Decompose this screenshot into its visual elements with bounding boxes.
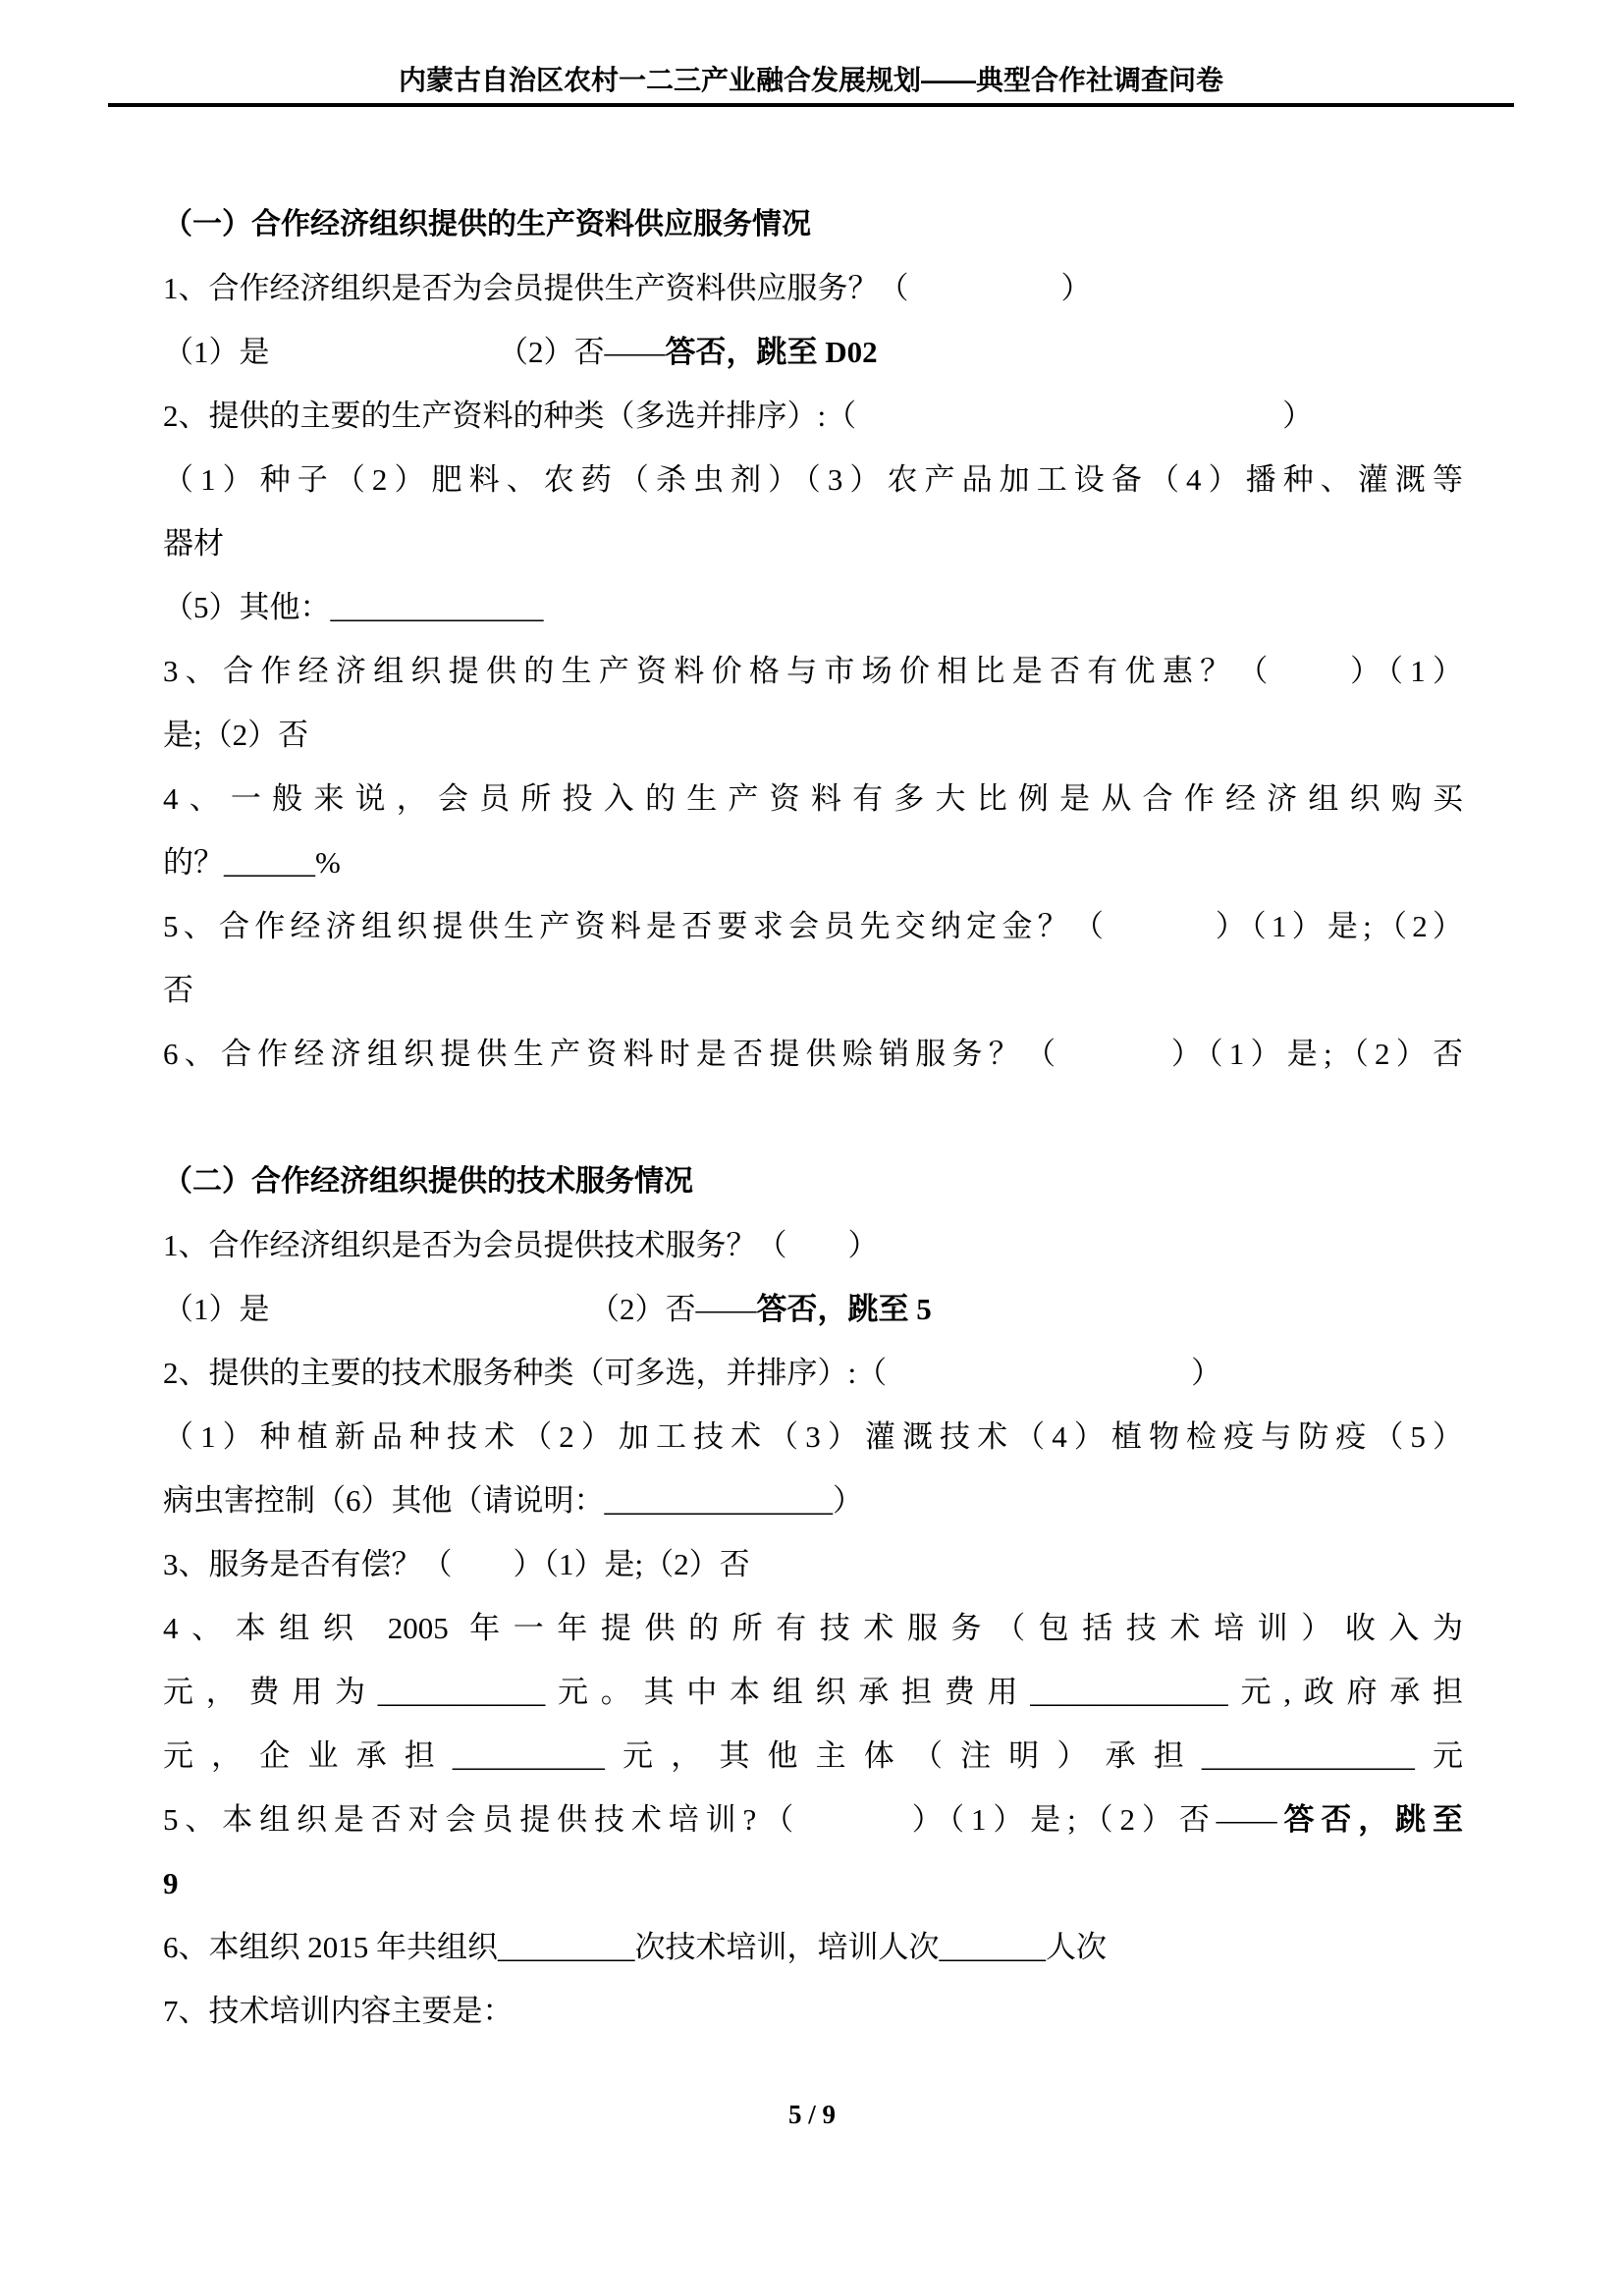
question-line [163,1341,1463,1405]
question-line [163,1851,1463,1915]
section-technical-services [163,1149,1463,2043]
question-line [163,1532,1463,1596]
question-text: 2、提供的主要的生产资料的种类（多选并排序）:（ ） [163,399,1314,433]
question-line [163,703,1463,767]
question-line [163,1915,1463,1979]
question-line [163,511,1463,575]
question-text: 的？______% [163,845,341,880]
question-line [163,639,1463,703]
question-text: （1）是 （2）否—— [163,1292,757,1326]
document-footer [0,2095,1624,2134]
question-text: 病虫害控制（6）其他（请说明：_______________） [163,1483,863,1518]
skip-instruction-text: 答否，跳至 5 [756,1292,932,1326]
question-line [163,958,1463,1022]
question-line [163,1405,1463,1468]
question-text: 6、合作经济组织提供生产资料时是否提供赊销服务？（ ）（1）是;（2）否 [163,1037,1463,1071]
question-line [163,1979,1463,2043]
section-title: （二）合作经济组织提供的技术服务情况 [163,1165,693,1198]
question-line [163,1468,1463,1532]
question-line [163,1724,1463,1788]
skip-instruction-text: 答否，跳至 D02 [665,335,878,369]
skip-instruction-text: 9 [163,1866,179,1900]
question-text: （1）种植新品种技术（2）加工技术（3）灌溉技术（4）植物检疫与防疫（5） [163,1419,1463,1454]
question-text: （5）其他：______________ [163,590,544,624]
question-text: 3、合作经济组织提供的生产资料价格与市场价相比是否有优惠？（ ）（1） [163,654,1463,688]
question-text: 否 [163,973,193,1007]
question-text: 5、本组织是否对会员提供技术培训?（ ）（1）是;（2）否—— [163,1802,1277,1837]
question-line [163,575,1463,639]
question-line [163,1788,1463,1851]
question-line [163,767,1463,830]
document-title: 内蒙古自治区农村一二三产业融合发展规划——典型合作社调查问卷 [398,65,1223,95]
skip-instruction-text: 答否，跳至 [1276,1802,1464,1837]
question-line [163,1213,1463,1277]
question-text: 5、合作经济组织提供生产资料是否要求会员先交纳定金？（ ）（1）是;（2） [163,909,1463,943]
question-line [163,384,1463,448]
document-header [108,63,1514,107]
section-supply-services [163,192,1463,1086]
questionnaire-body [163,192,1463,2043]
question-text: 4、一般来说，会员所投入的生产资料有多大比例是从合作经济组织购买 [163,781,1463,816]
question-text: （1）是 （2）否—— [163,335,666,369]
question-line [163,1660,1463,1724]
question-text: 3、服务是否有偿？（ ）（1）是;（2）否 [163,1547,750,1581]
question-text: 是;（2）否 [163,718,309,752]
question-text: 4、本组织 2005 年一年提供的所有技术服务（包括技术培训）收入为 [163,1611,1463,1645]
section-title: （一）合作经济组织提供的生产资料供应服务情况 [163,208,811,240]
question-text: 2、提供的主要的技术服务种类（可多选，并排序）:（ ） [163,1356,1222,1390]
question-text: 器材 [163,526,224,561]
question-line [163,1277,1463,1341]
question-line [163,256,1463,320]
question-text: 1、合作经济组织是否为会员提供生产资料供应服务？（ ） [163,271,1092,305]
question-line [163,1022,1463,1086]
question-line [163,1596,1463,1660]
question-text: 7、技术培训内容主要是： [163,1994,514,2028]
question-text: 1、合作经济组织是否为会员提供技术服务？（ ） [163,1228,879,1262]
question-line [163,830,1463,894]
question-line [163,320,1463,384]
question-text: 元，费用为___________元。其中本组织承担费用_____________元,政府承担 [163,1675,1463,1709]
section-lines [163,1213,1463,2043]
question-line [163,448,1463,511]
question-line [163,894,1463,958]
section-lines [163,256,1463,1086]
question-text: （1）种子（2）肥料、农药（杀虫剂）（3）农产品加工设备（4）播种、灌溉等 [163,462,1463,497]
question-text: 6、本组织 2015 年共组织_________次技术培训，培训人次_______人次 [163,1930,1107,1964]
page-number: 5 / 9 [787,2100,836,2129]
question-text: 元，企业承担__________元，其他主体（注明）承担______________元 [163,1738,1463,1773]
